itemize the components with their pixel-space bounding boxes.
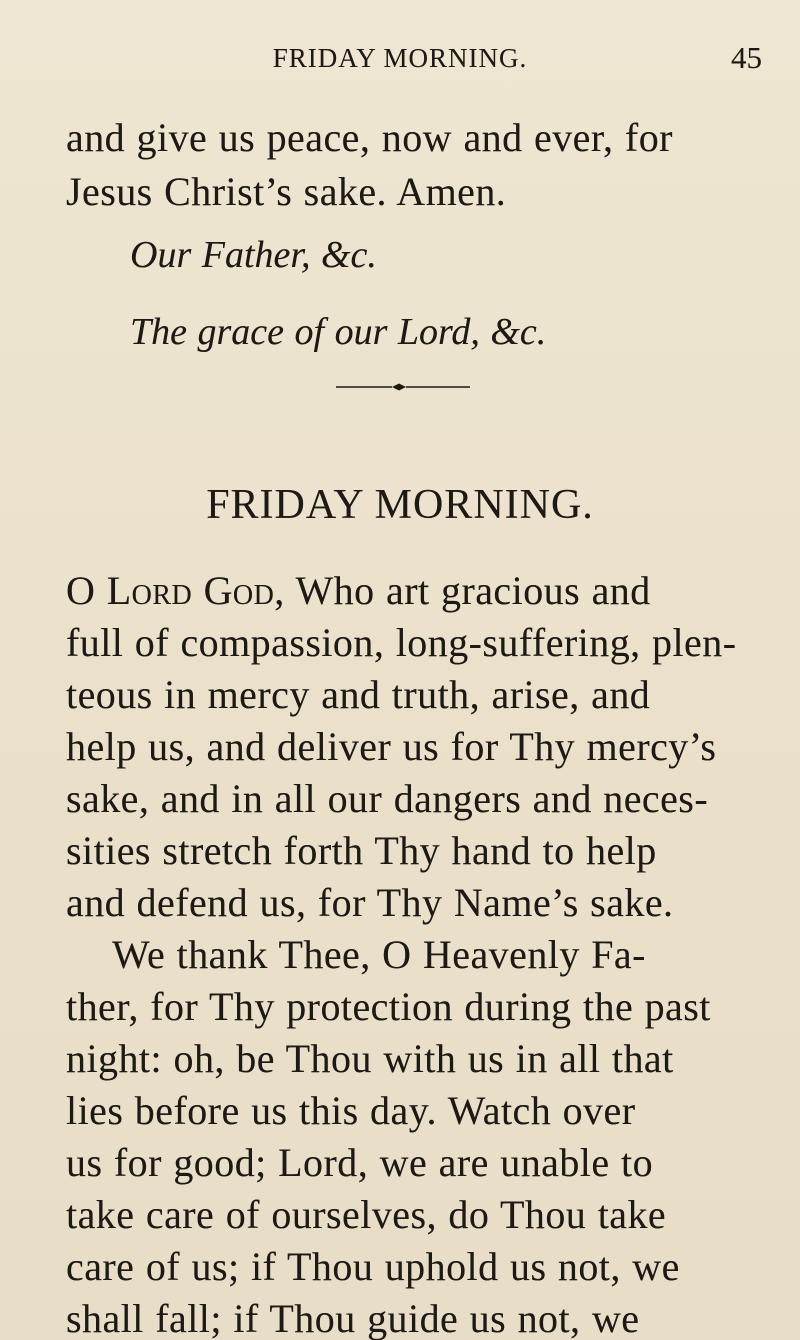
drop-initial: O <box>66 568 96 613</box>
paragraph-2-line-3: night: oh, be Thou with us in all that <box>66 1036 674 1081</box>
paragraph-2-line-5: us for good; Lord, we are unable to <box>66 1140 654 1185</box>
text-line-2: Jesus Christ’s sake. Amen. <box>66 169 507 214</box>
grace-line: The grace of our Lord, &c. <box>130 311 547 353</box>
paragraph-1-line-1 <box>66 565 651 617</box>
paragraph-2-line-2: ther, for Thy protection during the past <box>66 984 711 1029</box>
paragraph-1-line-4: help us, and deliver us for Thy mercy’s <box>66 724 717 769</box>
opening-small-caps: Lord God, <box>106 568 285 613</box>
paragraph-1-line-5: sake, and in all our dangers and neces- <box>66 776 709 821</box>
divider-rule-icon <box>336 381 470 393</box>
paragraph-1-line-2: full of compassion, long-suffering, plen- <box>66 620 737 665</box>
paragraph-1-line-3: teous in mercy and truth, arise, and <box>66 672 651 717</box>
section-title: FRIDAY MORNING. <box>206 482 594 528</box>
paragraph-2-line-6: take care of ourselves, do Thou take <box>66 1192 667 1237</box>
our-father-line: Our Father, &c. <box>130 234 377 276</box>
running-title: FRIDAY MORNING. <box>272 43 528 73</box>
paragraph-1-line-7: and defend us, for Thy Name’s sake. <box>66 880 674 925</box>
paragraph-1-line-6: sities stretch forth Thy hand to help <box>66 828 657 873</box>
paragraph-2-line-4: lies before us this day. Watch over <box>66 1088 636 1133</box>
section-divider <box>336 381 470 393</box>
paragraph-2-line-7: care of us; if Thou uphold us not, we <box>66 1244 680 1289</box>
page-number: 45 <box>731 40 762 75</box>
paragraph-2-line-8: shall fall; if Thou guide us not, we <box>66 1296 640 1340</box>
text-line-1: and give us peace, now and ever, for <box>66 115 673 160</box>
paragraph-2-line-1: We thank Thee, O Heavenly Fa- <box>112 932 646 977</box>
opening-rest: Who art gracious and <box>295 568 651 613</box>
running-header <box>0 38 800 78</box>
